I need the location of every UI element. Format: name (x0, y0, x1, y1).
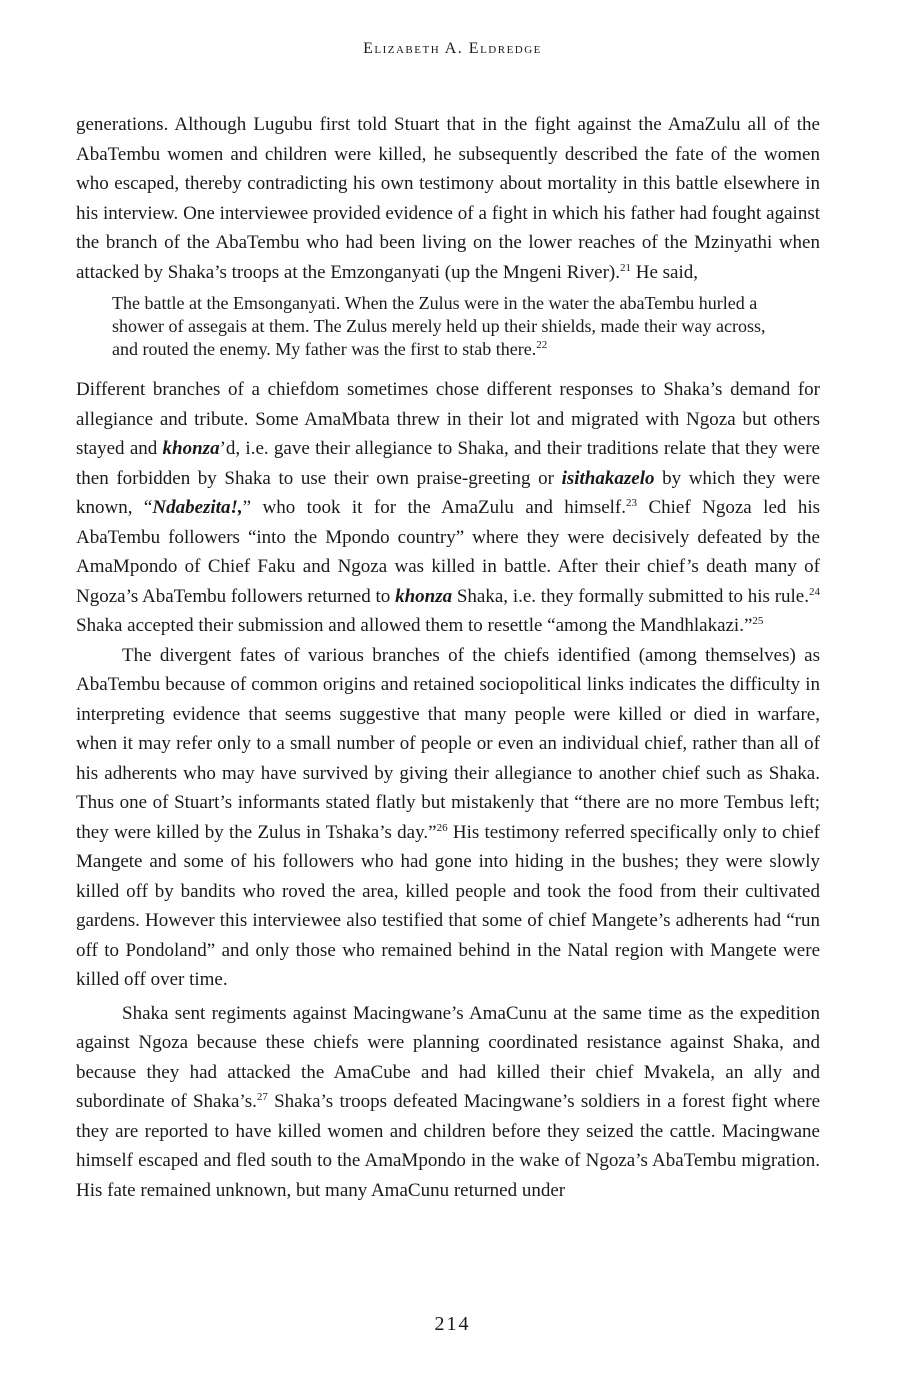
running-head: Elizabeth A. Eldredge (363, 40, 542, 57)
paragraph-1: generations. Although Lugubu first told Stuart that in the fight against the AmaZulu all of the AbaTembu women and children were killed, he subsequently described the fate of the women who escaped, thereby contradicting his own testimony about mortality in this battle elsewhere in his interview. One interviewee provided evidence of a fight in which his father had fought against the branch of the AbaTembu who had been living on the lower reaches of the Mzinyathi when attacked by Shaka’s troops at the Emzonganyati (up the Mngeni River).$^{21}$ He said, (76, 114, 820, 283)
footnote-ref-25: 25 (752, 615, 764, 627)
paragraph-2: Different branches of a chiefdom sometimes chose different responses to Shaka’s demand for allegiance and tribute. Some AmaMbata threw in their lot and migrated with Ngoza but others stayed and khonza’d, i.e. gave their allegiance to Shaka, and their traditions relate that they were then forbidden by Shaka to use their own praise-greeting or isithakazelo by which they were known, “Ndabezita!,” who took it for the AmaZulu and himself.$^{23}$ Chief Ngoza led his AbaTembu followers “into the Mpondo country” where they were decisively defeated by the AmaMpondo of Chief Faku and Ngoza was killed in battle. After their chief’s death many of Ngoza’s AbaTembu followers returned to khonza Shaka, i.e. they formally submitted to his rule.$^{24}$ Shaka accepted their submission and allowed them to resettle “among the Mandhlakazi.”$^{25}$ (76, 379, 820, 636)
footnote-ref-24: 24 (809, 585, 820, 598)
footnote-ref-21: 21 (620, 261, 631, 274)
page-number: 214 (434, 1313, 471, 1335)
footnote-ref-22: 22 (536, 339, 548, 351)
block-quote: The battle at the Emsonganyati. When the Zulus were in the water the abaTembu hurled a shower of assegais at them. The Zulus merely held up their shields, made their way across, and routed the enemy. My father was the first to stab there.$^{22}$ (112, 293, 766, 359)
term-khonza: khonza (395, 585, 453, 607)
footnote-ref-27: 27 (256, 1091, 268, 1103)
term-khonza: khonza (162, 438, 220, 459)
term-isithakazelo: isithakazelo (561, 467, 655, 489)
paragraph-4: Shaka sent regiments against Macingwane’s AmaCunu at the same time as the expedition against Ngoza because these chiefs were planning coordinated resistance against Shaka, and because they had attacked the AmaCube and had killed their chief Mvakela, an ally and subordinate of Shaka’s.$^{27}$ Shaka’s troops defeated Macingwane’s soldiers in a forest fight where they are reported to have killed women and children before they seized the cattle. Macingwane himself escaped and fled south to the AmaMpondo in the wake of Ngoza’s AbaTembu migration. His fate remained unknown, but many AmaCunu returned under (76, 1002, 821, 1201)
paragraph-3: The divergent fates of various branches of the chiefs identified (among themselves) as AbaTembu because of common origins and retained sociopolitical links indicates the difficulty in interpreting evidence that seems suggestive that many people were killed or died in warfare, when it may refer only to a small number of people or even an individual chief, rather than all of his adherents who may have survived by giving their allegiance to another chief such as Shaka. Thus one of Stuart’s informants stated flatly but mistakenly that “there are no more Tembus left; they were killed by the Zulus in Tshaka’s day.”$^{26}$ His testimony referred specifically only to chief Mangete and some of his followers who had gone into hiding in the bushes; they were slowly killed off by bandits who roved the area, killed people and took the food from their cultivated gardens. However this interviewee also testified that some of chief Mangete’s adherents had “run off to Pondoland” and only those who remained behind in the Natal region with Mangete were killed off over time. (76, 644, 821, 990)
footnote-ref-23: 23 (626, 497, 638, 509)
footnote-ref-26: 26 (436, 821, 448, 834)
body-text (76, 110, 820, 1205)
term-ndabezita: Ndabezita!, (152, 497, 243, 518)
